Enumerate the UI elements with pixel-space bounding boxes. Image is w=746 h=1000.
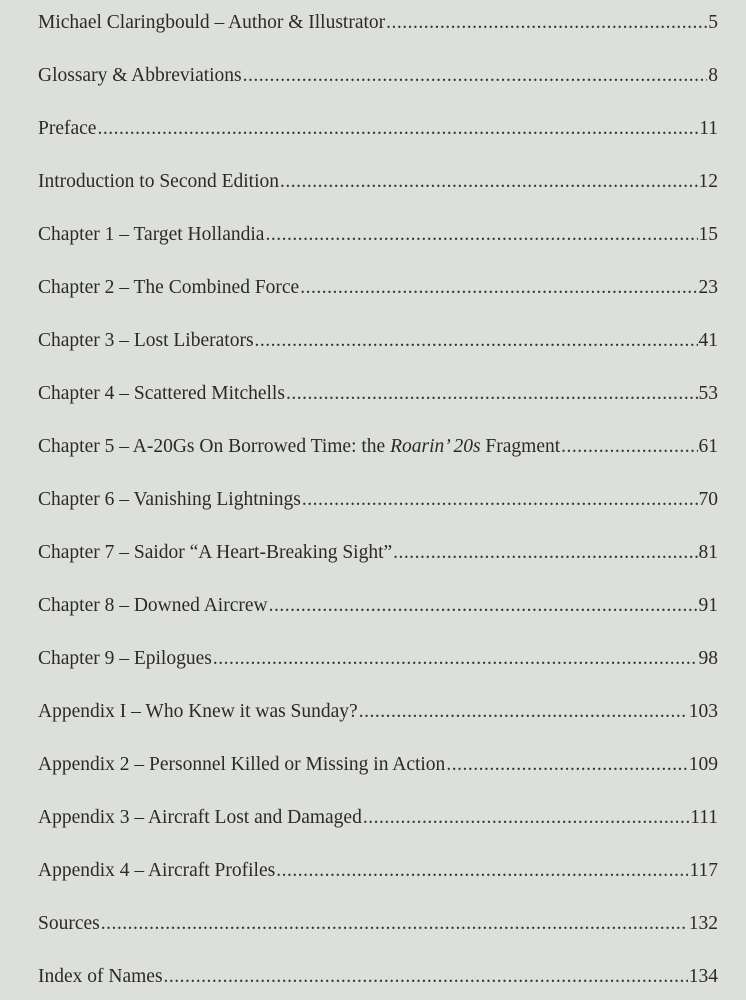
dot-leader	[561, 432, 697, 462]
dot-leader	[276, 856, 688, 886]
dot-leader	[255, 326, 698, 356]
dot-leader	[243, 61, 708, 91]
dot-leader	[386, 8, 707, 38]
dot-leader	[97, 114, 698, 144]
toc-entry-chapter-8	[38, 591, 718, 621]
toc-entry-page: 15	[698, 224, 718, 245]
dot-leader	[446, 750, 687, 780]
toc-entry-page: 91	[698, 595, 718, 616]
dot-leader	[265, 220, 697, 250]
toc-entry-title: Michael Claringbould – Author & Illustrator	[38, 12, 386, 33]
dot-leader	[101, 909, 688, 939]
toc-entry-page: 134	[688, 966, 718, 987]
toc-entry-title: Appendix 3 – Aircraft Lost and Damaged	[38, 807, 362, 828]
toc-entry-title: Appendix 2 – Personnel Killed or Missing in Action	[38, 754, 446, 775]
toc-entry-appendix-3	[38, 803, 718, 833]
toc-entry-appendix-1	[38, 697, 718, 727]
toc-entry-title	[38, 432, 560, 462]
toc-entry-page: 12	[698, 171, 718, 192]
toc-entry-chapter-2	[38, 273, 718, 303]
toc-entry-page: 11	[699, 118, 718, 139]
toc-entry-title: Introduction to Second Edition	[38, 171, 280, 192]
toc-entry-title: Appendix I – Who Knew it was Sunday?	[38, 701, 358, 722]
toc-entry-page: 70	[698, 489, 718, 510]
toc-entry-appendix-2	[38, 750, 718, 780]
dot-leader	[363, 803, 689, 833]
toc-entry-title: Appendix 4 – Aircraft Profiles	[38, 860, 276, 881]
dot-leader	[213, 644, 698, 674]
toc-entry-page: 132	[688, 913, 718, 934]
toc-entry-page: 5	[708, 12, 718, 33]
toc-entry-title: Preface	[38, 118, 97, 139]
toc-entry-page: 53	[698, 383, 718, 404]
toc-entry-chapter-9	[38, 644, 718, 674]
toc-entry-page: 109	[688, 754, 718, 775]
toc-entry-chapter-3	[38, 326, 718, 356]
toc-entry-sources	[38, 909, 718, 939]
toc-entry-title: Chapter 6 – Vanishing Lightnings	[38, 489, 301, 510]
toc-entry-page: 98	[698, 648, 718, 669]
toc-entry-title-part: Fragment	[480, 436, 561, 457]
toc-entry-page: 41	[698, 330, 718, 351]
toc-entry-page: 61	[698, 436, 718, 457]
toc-entry-title-italic: Roarin’ 20s	[390, 436, 481, 457]
dot-leader	[393, 538, 697, 568]
toc-entry-title: Chapter 8 – Downed Aircrew	[38, 595, 268, 616]
toc-entry-chapter-5	[38, 432, 718, 462]
toc-entry-chapter-6	[38, 485, 718, 515]
toc-entry-preface	[38, 114, 718, 144]
dot-leader	[286, 379, 698, 409]
toc-entry-title: Chapter 2 – The Combined Force	[38, 277, 300, 298]
toc-entry-glossary	[38, 61, 718, 91]
toc-entry-page: 103	[688, 701, 718, 722]
toc-entry-author	[38, 8, 718, 38]
toc-entry-title: Chapter 9 – Epilogues	[38, 648, 212, 669]
dot-leader	[302, 485, 698, 515]
toc-entry-appendix-4	[38, 856, 718, 886]
toc-entry-title-part: Chapter 5 – A-20Gs On Borrowed Time: the	[38, 436, 391, 457]
toc-entry-chapter-7	[38, 538, 718, 568]
toc-entry-title: Chapter 3 – Lost Liberators	[38, 330, 254, 351]
toc-entry-index	[38, 962, 718, 992]
toc-entry-title: Sources	[38, 913, 100, 934]
toc-entry-introduction	[38, 167, 718, 197]
toc-entry-page: 81	[698, 542, 718, 563]
dot-leader	[280, 167, 697, 197]
toc-entry-title: Chapter 4 – Scattered Mitchells	[38, 383, 285, 404]
toc-entry-page: 8	[708, 65, 718, 86]
dot-leader	[359, 697, 688, 727]
toc-entry-page: 23	[698, 277, 718, 298]
toc-entry-title: Chapter 1 – Target Hollandia	[38, 224, 265, 245]
toc-entry-page: 111	[690, 807, 718, 828]
toc-entry-page: 117	[689, 860, 718, 881]
dot-leader	[300, 273, 697, 303]
toc-entry-title: Chapter 7 – Saidor “A Heart-Breaking Sight”	[38, 542, 393, 563]
toc-entry-title: Index of Names	[38, 966, 163, 987]
dot-leader	[269, 591, 698, 621]
toc-entry-chapter-1	[38, 220, 718, 250]
toc-entry-chapter-4	[38, 379, 718, 409]
toc-entry-title: Glossary & Abbreviations	[38, 65, 242, 86]
dot-leader	[164, 962, 688, 992]
